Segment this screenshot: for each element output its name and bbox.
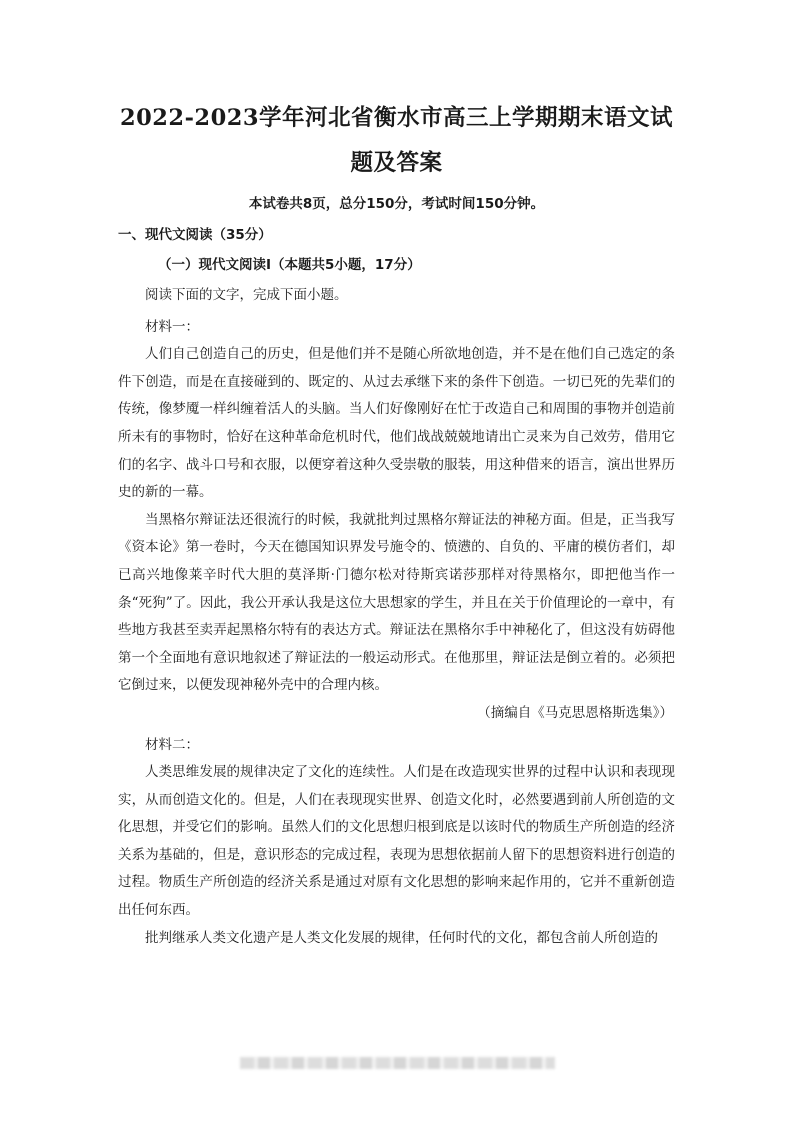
material1-paragraph-2: 当黑格尔辩证法还很流行的时候，我就批判过黑格尔辩证法的神秘方面。但是，正当我写《资本论》第一卷时，今天在德国知识界发号施令的、愤懑的、自负的、平庸的模仿者们，却已高兴地像莱辛时代大胆的莫泽斯·门德尔松对待斯宾诺莎那样对待黑格尔，即把他当作一条“死狗”了。因此，我公开承认我是这位大思想家的学生，并且在关于价值理论的一章中，有些地方我甚至卖弄起黑格尔特有的表达方式。辩证法在黑格尔手中神秘化了，但这没有妨碍他第一个全面地有意识地叙述了辩证法的一般运动形式。在他那里，辩证法是倒立着的。必须把它倒过来，以便发现神秘外壳中的合理内核。 [118, 511, 675, 694]
blurred-footer-watermark [240, 1057, 555, 1069]
material2-paragraph-2: 批判继承人类文化遗产是人类文化发展的规律，任何时代的文化，都包含前人所创造的 [145, 929, 658, 946]
material2-label: 材料二： [145, 736, 199, 753]
instruction-text: 阅读下面的文字，完成下面小题。 [145, 287, 348, 303]
subsection-heading: （一）现代文阅读Ⅰ（本题共5小题，17分） [158, 257, 421, 273]
material1-source: （摘编自《马克思恩格斯选集》） [477, 704, 673, 721]
material1-paragraph-1: 人们自己创造自己的历史，但是他们并不是随心所欲地创造，并不是在他们自己选定的条件下创造，而是在直接碰到的、既定的、从过去承继下来的条件下创造。一切已死的先辈们的传统，像梦魇一样纠缠着活人的头脑。当人们好像刚好在忙于改造自己和周围的事物并创造前所未有的事物时，恰好在这种革命危机时代，他们战战兢兢地请出亡灵来为自己效劳，借用它们的名字、战斗口号和衣服，以便穿着这种久受崇敬的服装，用这种借来的语言，演出世界历史的新的一幕。 [118, 346, 675, 501]
section-heading: 一、现代文阅读（35分） [118, 227, 272, 243]
material1-label: 材料一： [145, 318, 199, 335]
document-title: 2022-2023学年河北省衡水市高三上学期期末语文试题及答案 [119, 105, 674, 176]
material2-paragraph-1: 人类思维发展的规律决定了文化的连续性。人们是在改造现实世界的过程中认识和表现现实，从而创造文化的。但是，人们在表现现实世界、创造文化时，必然要遇到前人所创造的文化思想，并受它们的影响。虽然人们的文化思想归根到底是以该时代的物质生产所创造的经济关系为基础的，但是，意识形态的完成过程，表现为思想依据前人留下的思想资料进行创造的过程。物质生产所创造的经济关系是通过对原有文化思想的影响来起作用的，它并不重新创造出任何东西。 [118, 764, 675, 919]
exam-info: 本试卷共8页，总分150分，考试时间150分钟。 [248, 196, 545, 212]
